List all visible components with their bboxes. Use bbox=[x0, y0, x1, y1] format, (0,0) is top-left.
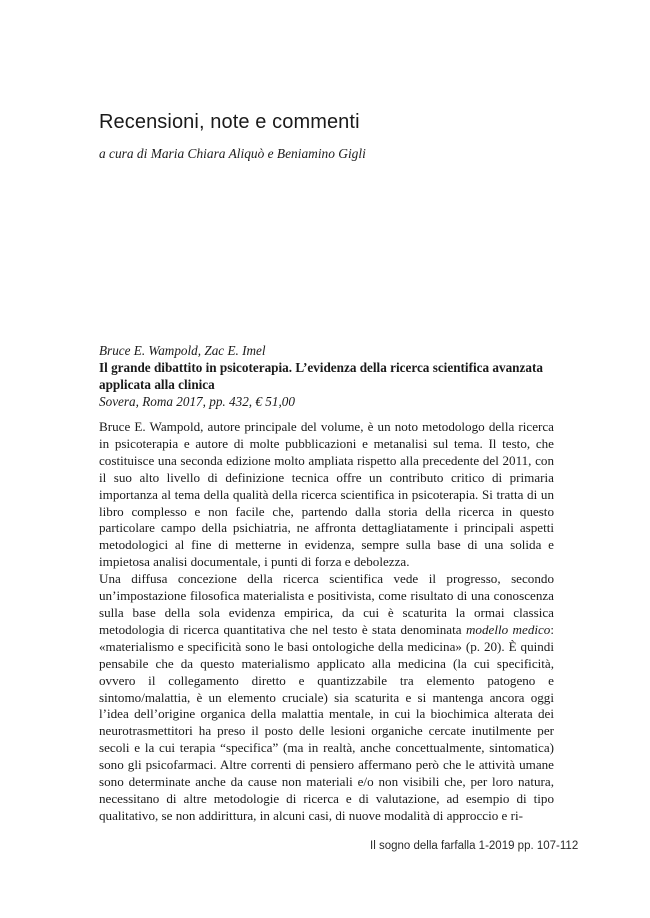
section-title: Recensioni, note e commenti bbox=[99, 111, 360, 133]
review-italic-term: modello medico bbox=[465, 621, 551, 637]
book-reference bbox=[99, 342, 559, 410]
review-text: Una diffusa concezione della ricerca scientifica vede il progresso, secondo un’impostazione filosofica materialista e positivista, come risultato di una conoscenza sulla base della sola evidenza empirica, da cui è scaturita la ormai classica metodologia di ricerca quantitativa che nel testo è stata denominata bbox=[99, 571, 554, 637]
book-authors: Bruce E. Wampold, Zac E. Imel bbox=[99, 343, 266, 358]
section-editors: a cura di Maria Chiara Aliquò e Beniamino Gigli bbox=[99, 146, 366, 161]
book-title: Il grande dibattito in psicoterapia. L’evidenza della ricerca scientifica avanzata applicata alla clinica bbox=[99, 360, 543, 392]
journal-footer: Il sogno della farfalla 1-2019 pp. 107-112 bbox=[370, 840, 579, 852]
review-body bbox=[99, 419, 554, 825]
review-paragraph bbox=[99, 571, 554, 825]
review-text: : «materialismo e specificità sono le basi ontologiche della medicina» (p. 20). È quindi pensabile che da questo materialismo applicato alla medicina (la cui specificità, ovvero il collegamento diretto e quantizzabile tra elemento patogeno e sintomo/malattia, è un elemento cruciale) sia scaturita e si mantenga ancora oggi l’idea dell’origine organica della malattia mentale, in cui la biochimica alterata dei neurotrasmettitori ha preso il posto delle lesioni organiche cercate inutilmente per secoli e la cui terapia “specifica” (ma in realtà, anche concettualmente, sintomatica) sono gli psicofarmaci. Altre correnti di pensiero affermano però che le attività umane sono determinate anche da cause non materiali e/o non visibili che, per loro natura, necessitano di altre metodologie di ricerca e di valutazione, ad esempio di tipo qualitativo, se non addirittura, in alcuni casi, di nuove modalità di approccio e ri- bbox=[99, 621, 554, 823]
review-paragraph: Bruce E. Wampold, autore principale del volume, è un noto metodologo della ricerca in psicoterapia e autore di molte pubblicazioni e metanalisi sul tema. Il testo, che costituisce una seconda edizione molto ampliata rispetto alla precedente del 2011, con il suo alto livello di definizione tecnica offre un contributo critico di primaria importanza al tema della qualità della ricerca scientifica in psicoterapia. Si tratta di un libro complesso e non facile che, partendo dalla storia della ricerca in questo particolare campo della psichiatria, ne affronta dettagliatamente i principali aspetti metodologici al fine di metterne in evidenza, sempre sulla base di una solida e impietosa analisi documentale, i punti di forza e debolezza. bbox=[99, 419, 554, 570]
book-publication-info: Sovera, Roma 2017, pp. 432, € 51,00 bbox=[99, 394, 295, 409]
